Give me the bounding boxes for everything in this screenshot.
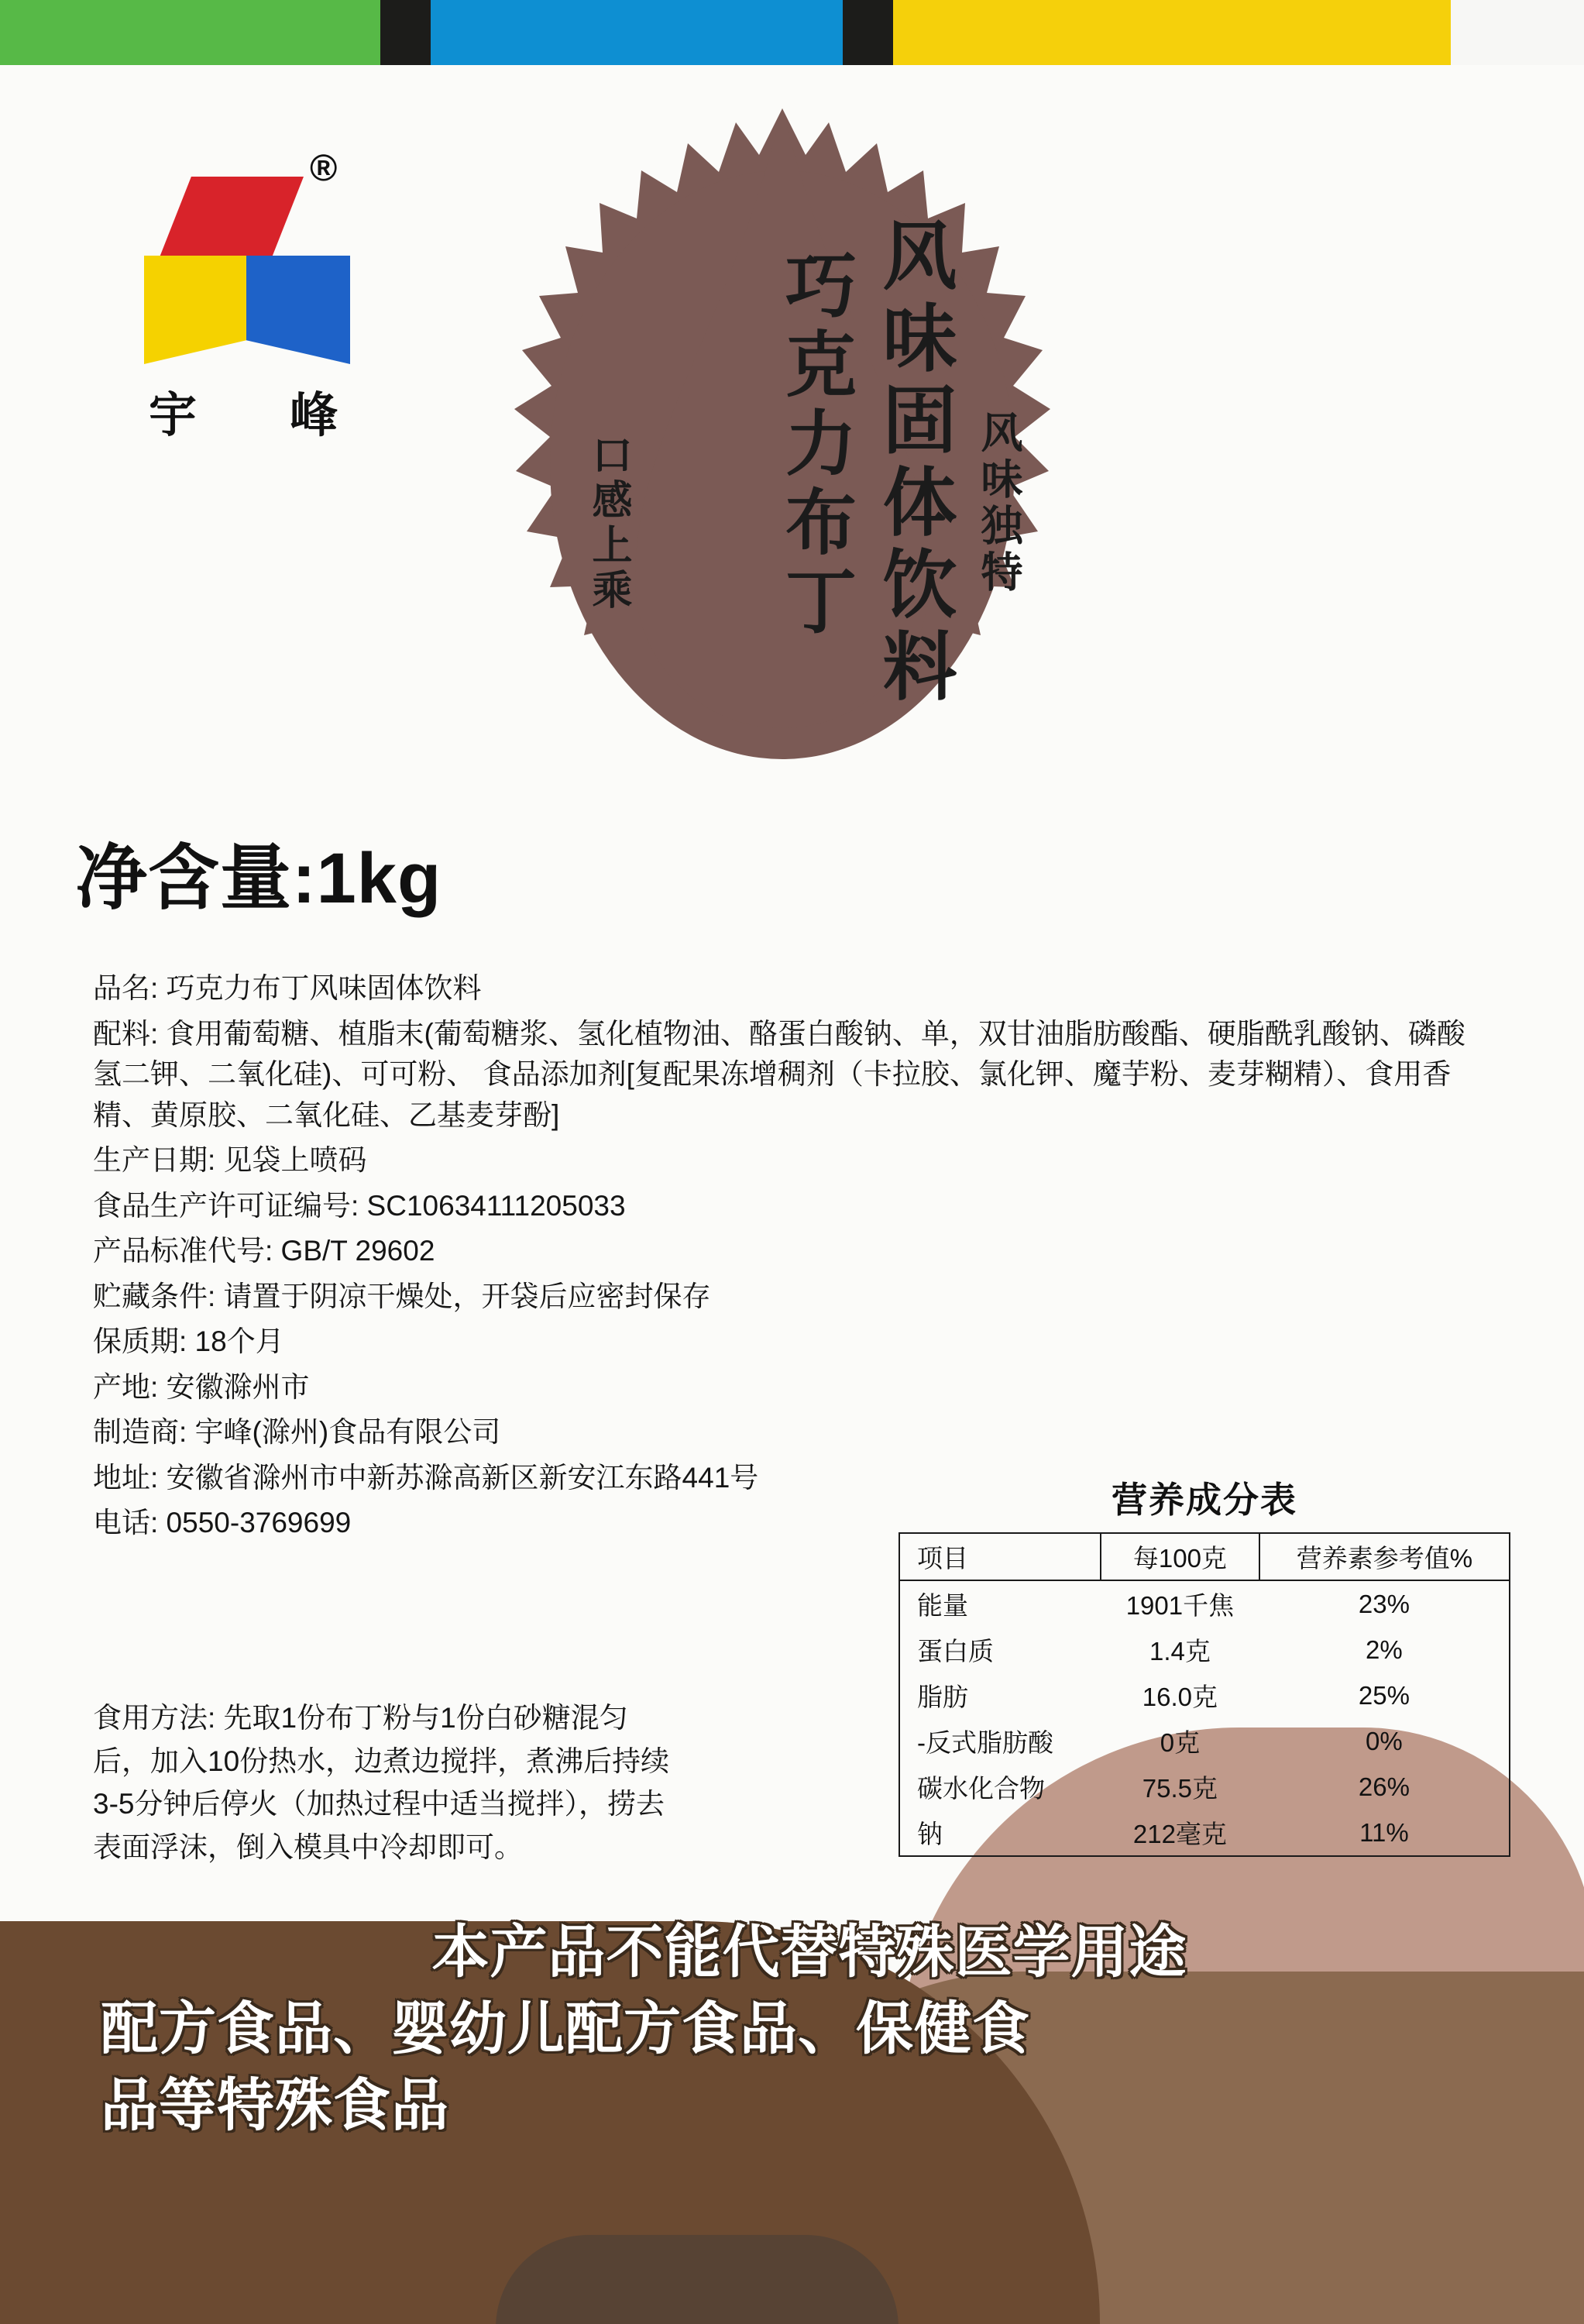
registered-trademark-icon: ®: [310, 148, 338, 189]
top-color-bar: [0, 0, 1584, 65]
info-standard: 产品标准代号: GB/T 29602: [93, 1235, 435, 1267]
nutrition-amount: 1901千焦: [1101, 1580, 1259, 1627]
background-shape-deep-brown: [496, 2235, 899, 2324]
nutrition-header-row: [899, 1533, 1510, 1580]
color-segment-blue: [431, 0, 843, 65]
nutrition-nrv: 26%: [1259, 1764, 1510, 1810]
info-ingredients: 配料: 食用葡萄糖、植脂末(葡萄糖浆、氢化植物油、酪蛋白酸钠、单，双甘油脂肪酸酯、硬脂酰乳酸钠、磷酸氢二钾、二氧化硅)、可可粉、 食品添加剂[复配果冻增稠剂（卡拉胶、氯化钾、魔芋粉、麦芽糊精）、食用香精、黄原胶、二氧化硅、乙基麦芽酚]: [93, 1017, 1465, 1131]
nutrition-item: 能量: [899, 1580, 1101, 1627]
info-address: 地址: 安徽省滁州市中新苏滁高新区新安江东路441号: [93, 1461, 759, 1494]
info-storage: 贮藏条件: 请置于阴凉干燥处，开袋后应密封保存: [93, 1280, 711, 1312]
nutrition-amount: 1.4克: [1149, 1637, 1211, 1666]
net-content-label: 净含量:1kg: [76, 839, 442, 918]
brand-name: [116, 376, 372, 445]
nutrition-item: 脂肪: [899, 1673, 1101, 1718]
nutrition-nrv: 0%: [1259, 1718, 1510, 1764]
statement-line-1: 本产品不能代替特殊医学用途: [431, 1920, 1187, 1984]
usage-instructions: [93, 1697, 682, 1868]
nutrition-amount: 0克: [1160, 1728, 1201, 1757]
nutrition-nrv: 11%: [1259, 1810, 1510, 1856]
droplet-title-line-2: 巧克力布丁: [775, 248, 854, 643]
droplet-graphic: [496, 101, 1069, 976]
nutrition-nrv: 25%: [1259, 1673, 1510, 1718]
table-row: [899, 1810, 1510, 1856]
logo-cube-red-icon: [160, 177, 304, 257]
nutrition-title: 营养成分表: [1112, 1480, 1297, 1520]
table-row: [899, 1764, 1510, 1810]
regulatory-statement: [101, 1913, 1518, 2144]
color-segment-green: [0, 0, 380, 65]
nutrition-item: 碳水化合物: [899, 1764, 1101, 1810]
nutrition-table-head: [899, 1533, 1510, 1580]
info-phone: 电话: 0550-3769699: [93, 1507, 352, 1539]
nutrition-nrv: 23%: [1259, 1580, 1510, 1627]
table-row: [899, 1673, 1510, 1718]
nutrition-table: [899, 1532, 1510, 1857]
nutrition-amount: 212毫克: [1101, 1810, 1259, 1856]
droplet-slogan-right: 风味独特: [975, 411, 1022, 596]
table-row: [899, 1627, 1510, 1673]
color-segment-white: [1451, 0, 1584, 65]
brand-name-char-1: 宇: [149, 389, 199, 442]
nutrition-header-amount: 每100克: [1101, 1533, 1259, 1580]
droplet-slogan-left: 口感上乘: [586, 434, 631, 614]
brand-name-char-2: 峰: [289, 389, 339, 442]
color-segment-black-1: [380, 0, 431, 65]
info-license: 食品生产许可证编号: SC10634111205033: [93, 1189, 626, 1222]
info-shelf-life: 保质期: 18个月: [93, 1325, 284, 1358]
nutrition-nrv: 2%: [1259, 1627, 1510, 1673]
logo-cube-yellow-icon: [144, 256, 246, 364]
info-manufacturer: 制造商: 宇峰(滁州)食品有限公司: [93, 1416, 501, 1449]
statement-line-2: 配方食品、婴幼儿配方食品、保健食: [101, 1996, 1030, 2061]
info-product-name: 品名: 巧克力布丁风味固体饮料: [93, 972, 482, 1004]
droplet-title-line-1: 风味固体饮料: [872, 217, 955, 710]
droplet-text-block: [496, 101, 1069, 976]
statement-line-3: 品等特殊食品: [101, 2073, 449, 2138]
info-origin: 产地: 安徽滁州市: [93, 1370, 310, 1403]
nutrition-header-item: 项目: [899, 1533, 1101, 1580]
nutrition-item: 蛋白质: [899, 1627, 1101, 1673]
color-segment-black-2: [843, 0, 893, 65]
nutrition-facts-panel: [899, 1472, 1510, 1857]
usage-text: 食用方法: 先取1份布丁粉与1份白砂糖混匀后，加入10份热水，边煮边搅拌，煮沸后持续3-5分钟后停火（加热过程中适当搅拌），捞去表面浮沫，倒入模具中冷却即可。: [93, 1702, 670, 1863]
nutrition-header-nrv: 营养素参考值%: [1259, 1533, 1510, 1580]
nutrition-table-body: [899, 1580, 1510, 1856]
color-segment-yellow: [893, 0, 1451, 65]
brand-logo: [116, 147, 372, 473]
nutrition-amount: 16.0克: [1142, 1683, 1218, 1711]
table-row: [899, 1718, 1510, 1764]
table-row: [899, 1580, 1510, 1627]
nutrition-item: 钠: [899, 1810, 1101, 1856]
nutrition-item: -反式脂肪酸: [899, 1718, 1101, 1764]
nutrition-amount: 75.5克: [1142, 1774, 1218, 1803]
logo-cube-blue-icon: [246, 256, 350, 364]
info-production-date: 生产日期: 见袋上喷码: [93, 1144, 367, 1177]
